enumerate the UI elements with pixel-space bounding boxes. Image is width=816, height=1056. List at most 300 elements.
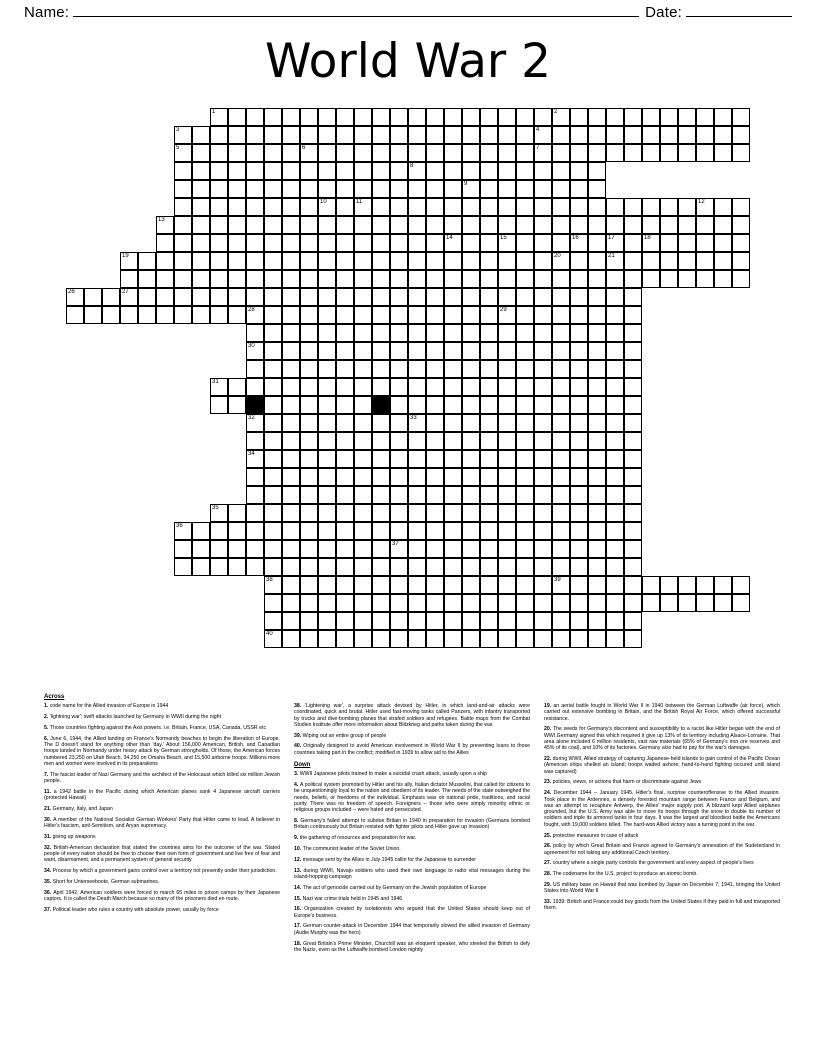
grid-cell[interactable] bbox=[282, 288, 300, 306]
grid-cell[interactable] bbox=[462, 468, 480, 486]
grid-cell[interactable] bbox=[192, 126, 210, 144]
grid-cell[interactable] bbox=[300, 360, 318, 378]
grid-cell[interactable] bbox=[570, 540, 588, 558]
grid-cell[interactable] bbox=[426, 630, 444, 648]
grid-cell[interactable] bbox=[426, 180, 444, 198]
grid-cell[interactable] bbox=[732, 576, 750, 594]
grid-cell[interactable] bbox=[336, 342, 354, 360]
grid-cell[interactable] bbox=[588, 414, 606, 432]
grid-cell[interactable] bbox=[642, 234, 660, 252]
grid-cell[interactable] bbox=[462, 432, 480, 450]
grid-cell[interactable] bbox=[192, 180, 210, 198]
grid-cell[interactable] bbox=[246, 162, 264, 180]
grid-cell[interactable] bbox=[336, 540, 354, 558]
grid-cell[interactable] bbox=[228, 234, 246, 252]
grid-cell[interactable] bbox=[354, 558, 372, 576]
grid-cell[interactable] bbox=[390, 558, 408, 576]
grid-cell[interactable] bbox=[408, 576, 426, 594]
grid-cell[interactable] bbox=[408, 630, 426, 648]
grid-cell[interactable] bbox=[588, 540, 606, 558]
grid-cell[interactable] bbox=[570, 594, 588, 612]
grid-cell[interactable] bbox=[354, 594, 372, 612]
grid-cell[interactable] bbox=[228, 126, 246, 144]
grid-cell[interactable] bbox=[498, 540, 516, 558]
grid-cell[interactable] bbox=[480, 180, 498, 198]
grid-cell[interactable] bbox=[498, 252, 516, 270]
grid-cell[interactable] bbox=[462, 414, 480, 432]
grid-cell[interactable] bbox=[210, 252, 228, 270]
grid-cell[interactable] bbox=[534, 270, 552, 288]
grid-cell[interactable] bbox=[390, 486, 408, 504]
grid-cell[interactable] bbox=[156, 216, 174, 234]
grid-cell[interactable] bbox=[120, 306, 138, 324]
grid-cell[interactable] bbox=[300, 486, 318, 504]
grid-cell[interactable] bbox=[210, 504, 228, 522]
grid-cell[interactable] bbox=[480, 162, 498, 180]
grid-cell[interactable] bbox=[426, 126, 444, 144]
grid-cell[interactable] bbox=[246, 486, 264, 504]
grid-cell[interactable] bbox=[318, 180, 336, 198]
grid-cell[interactable] bbox=[156, 252, 174, 270]
grid-cell[interactable] bbox=[390, 414, 408, 432]
grid-cell[interactable] bbox=[552, 234, 570, 252]
grid-cell[interactable] bbox=[606, 342, 624, 360]
crossword-grid[interactable] bbox=[66, 108, 750, 648]
grid-cell[interactable] bbox=[426, 414, 444, 432]
grid-cell[interactable] bbox=[426, 108, 444, 126]
grid-cell[interactable] bbox=[426, 432, 444, 450]
grid-cell[interactable] bbox=[516, 234, 534, 252]
grid-cell[interactable] bbox=[264, 594, 282, 612]
grid-cell[interactable] bbox=[498, 180, 516, 198]
grid-cell[interactable] bbox=[570, 198, 588, 216]
grid-cell[interactable] bbox=[264, 360, 282, 378]
grid-cell[interactable] bbox=[336, 216, 354, 234]
grid-cell[interactable] bbox=[480, 324, 498, 342]
grid-cell[interactable] bbox=[372, 162, 390, 180]
grid-cell[interactable] bbox=[282, 162, 300, 180]
grid-cell[interactable] bbox=[462, 396, 480, 414]
grid-cell[interactable] bbox=[516, 252, 534, 270]
grid-cell[interactable] bbox=[660, 108, 678, 126]
grid-cell[interactable] bbox=[390, 612, 408, 630]
grid-cell[interactable] bbox=[444, 252, 462, 270]
grid-cell[interactable] bbox=[318, 162, 336, 180]
grid-cell[interactable] bbox=[516, 216, 534, 234]
grid-cell[interactable] bbox=[228, 504, 246, 522]
grid-cell[interactable] bbox=[552, 162, 570, 180]
grid-cell[interactable] bbox=[282, 432, 300, 450]
grid-cell[interactable] bbox=[426, 288, 444, 306]
grid-cell[interactable] bbox=[210, 162, 228, 180]
grid-cell[interactable] bbox=[606, 396, 624, 414]
grid-cell[interactable] bbox=[408, 612, 426, 630]
grid-cell[interactable] bbox=[606, 486, 624, 504]
grid-cell[interactable] bbox=[516, 324, 534, 342]
grid-cell[interactable] bbox=[444, 234, 462, 252]
grid-cell[interactable] bbox=[354, 630, 372, 648]
grid-cell[interactable] bbox=[318, 216, 336, 234]
grid-cell[interactable] bbox=[210, 198, 228, 216]
grid-cell[interactable] bbox=[282, 216, 300, 234]
grid-cell[interactable] bbox=[426, 270, 444, 288]
grid-cell[interactable] bbox=[408, 252, 426, 270]
grid-cell[interactable] bbox=[246, 216, 264, 234]
grid-cell[interactable] bbox=[714, 594, 732, 612]
grid-cell[interactable] bbox=[174, 306, 192, 324]
grid-cell[interactable] bbox=[138, 306, 156, 324]
grid-cell[interactable] bbox=[552, 576, 570, 594]
grid-cell[interactable] bbox=[354, 378, 372, 396]
grid-cell[interactable] bbox=[372, 252, 390, 270]
grid-cell[interactable] bbox=[300, 522, 318, 540]
grid-cell[interactable] bbox=[462, 378, 480, 396]
grid-cell[interactable] bbox=[210, 558, 228, 576]
grid-cell[interactable] bbox=[588, 198, 606, 216]
grid-cell[interactable] bbox=[282, 612, 300, 630]
grid-cell[interactable] bbox=[696, 270, 714, 288]
grid-cell[interactable] bbox=[588, 558, 606, 576]
grid-cell[interactable] bbox=[246, 198, 264, 216]
grid-cell[interactable] bbox=[570, 414, 588, 432]
grid-cell[interactable] bbox=[516, 576, 534, 594]
grid-cell[interactable] bbox=[534, 378, 552, 396]
grid-cell[interactable] bbox=[336, 378, 354, 396]
grid-cell[interactable] bbox=[408, 396, 426, 414]
grid-cell[interactable] bbox=[264, 396, 282, 414]
grid-cell[interactable] bbox=[390, 432, 408, 450]
grid-cell[interactable] bbox=[660, 594, 678, 612]
grid-cell[interactable] bbox=[390, 234, 408, 252]
grid-cell[interactable] bbox=[336, 270, 354, 288]
grid-cell[interactable] bbox=[552, 270, 570, 288]
grid-cell[interactable] bbox=[174, 198, 192, 216]
grid-cell[interactable] bbox=[624, 198, 642, 216]
grid-cell[interactable] bbox=[570, 612, 588, 630]
grid-cell[interactable] bbox=[336, 324, 354, 342]
grid-cell[interactable] bbox=[570, 504, 588, 522]
grid-cell[interactable] bbox=[372, 198, 390, 216]
grid-cell[interactable] bbox=[696, 576, 714, 594]
grid-cell[interactable] bbox=[480, 630, 498, 648]
grid-cell[interactable] bbox=[300, 630, 318, 648]
grid-cell[interactable] bbox=[210, 180, 228, 198]
grid-cell[interactable] bbox=[444, 522, 462, 540]
grid-cell[interactable] bbox=[570, 468, 588, 486]
grid-cell[interactable] bbox=[480, 594, 498, 612]
grid-cell[interactable] bbox=[624, 288, 642, 306]
grid-cell[interactable] bbox=[174, 270, 192, 288]
grid-cell[interactable] bbox=[480, 576, 498, 594]
grid-cell[interactable] bbox=[336, 108, 354, 126]
grid-cell[interactable] bbox=[516, 306, 534, 324]
grid-cell[interactable] bbox=[174, 234, 192, 252]
grid-cell[interactable] bbox=[552, 450, 570, 468]
grid-cell[interactable] bbox=[624, 486, 642, 504]
grid-cell[interactable] bbox=[534, 342, 552, 360]
grid-cell[interactable] bbox=[318, 360, 336, 378]
grid-cell[interactable] bbox=[174, 144, 192, 162]
grid-cell[interactable] bbox=[426, 216, 444, 234]
grid-cell[interactable] bbox=[516, 630, 534, 648]
grid-cell[interactable] bbox=[444, 630, 462, 648]
grid-cell[interactable] bbox=[660, 576, 678, 594]
grid-cell[interactable] bbox=[408, 504, 426, 522]
grid-cell[interactable] bbox=[480, 234, 498, 252]
grid-cell[interactable] bbox=[534, 252, 552, 270]
grid-cell[interactable] bbox=[516, 558, 534, 576]
grid-cell[interactable] bbox=[318, 270, 336, 288]
grid-cell[interactable] bbox=[534, 558, 552, 576]
grid-cell[interactable] bbox=[408, 126, 426, 144]
grid-cell[interactable] bbox=[318, 504, 336, 522]
grid-cell[interactable] bbox=[264, 126, 282, 144]
grid-cell[interactable] bbox=[282, 576, 300, 594]
grid-cell[interactable] bbox=[372, 576, 390, 594]
grid-cell[interactable] bbox=[480, 306, 498, 324]
grid-cell[interactable] bbox=[228, 252, 246, 270]
grid-cell[interactable] bbox=[300, 324, 318, 342]
grid-cell[interactable] bbox=[318, 342, 336, 360]
grid-cell[interactable] bbox=[498, 450, 516, 468]
grid-cell[interactable] bbox=[282, 144, 300, 162]
grid-cell[interactable] bbox=[480, 126, 498, 144]
grid-cell[interactable] bbox=[660, 270, 678, 288]
grid-cell[interactable] bbox=[570, 144, 588, 162]
grid-cell[interactable] bbox=[516, 180, 534, 198]
grid-cell[interactable] bbox=[516, 450, 534, 468]
grid-cell[interactable] bbox=[588, 288, 606, 306]
grid-cell[interactable] bbox=[408, 486, 426, 504]
grid-cell[interactable] bbox=[264, 144, 282, 162]
grid-cell[interactable] bbox=[408, 270, 426, 288]
grid-cell[interactable] bbox=[318, 432, 336, 450]
grid-cell[interactable] bbox=[372, 432, 390, 450]
grid-cell[interactable] bbox=[336, 252, 354, 270]
grid-cell[interactable] bbox=[570, 306, 588, 324]
grid-cell[interactable] bbox=[606, 288, 624, 306]
grid-cell[interactable] bbox=[246, 414, 264, 432]
grid-cell[interactable] bbox=[426, 396, 444, 414]
grid-cell[interactable] bbox=[426, 144, 444, 162]
grid-cell[interactable] bbox=[426, 162, 444, 180]
grid-cell[interactable] bbox=[228, 288, 246, 306]
grid-cell[interactable] bbox=[534, 126, 552, 144]
grid-cell[interactable] bbox=[606, 540, 624, 558]
grid-cell[interactable] bbox=[300, 594, 318, 612]
grid-cell[interactable] bbox=[336, 126, 354, 144]
grid-cell[interactable] bbox=[570, 108, 588, 126]
grid-cell[interactable] bbox=[570, 630, 588, 648]
grid-cell[interactable] bbox=[372, 504, 390, 522]
grid-cell[interactable] bbox=[678, 576, 696, 594]
grid-cell[interactable] bbox=[264, 180, 282, 198]
grid-cell[interactable] bbox=[372, 270, 390, 288]
grid-cell[interactable] bbox=[660, 216, 678, 234]
grid-cell[interactable] bbox=[480, 450, 498, 468]
grid-cell[interactable] bbox=[336, 180, 354, 198]
grid-cell[interactable] bbox=[192, 162, 210, 180]
grid-cell[interactable] bbox=[318, 486, 336, 504]
grid-cell[interactable] bbox=[264, 270, 282, 288]
grid-cell[interactable] bbox=[516, 468, 534, 486]
grid-cell[interactable] bbox=[372, 558, 390, 576]
grid-cell[interactable] bbox=[498, 414, 516, 432]
grid-cell[interactable] bbox=[336, 468, 354, 486]
grid-cell[interactable] bbox=[444, 468, 462, 486]
grid-cell[interactable] bbox=[282, 108, 300, 126]
grid-cell[interactable] bbox=[354, 414, 372, 432]
grid-cell[interactable] bbox=[642, 126, 660, 144]
grid-cell[interactable] bbox=[336, 630, 354, 648]
grid-cell[interactable] bbox=[372, 378, 390, 396]
grid-cell[interactable] bbox=[588, 252, 606, 270]
grid-cell[interactable] bbox=[498, 486, 516, 504]
grid-cell[interactable] bbox=[588, 378, 606, 396]
grid-cell[interactable] bbox=[336, 360, 354, 378]
grid-cell[interactable] bbox=[570, 162, 588, 180]
grid-cell[interactable] bbox=[372, 594, 390, 612]
grid-cell[interactable] bbox=[300, 576, 318, 594]
grid-cell[interactable] bbox=[606, 432, 624, 450]
grid-cell[interactable] bbox=[570, 342, 588, 360]
grid-cell[interactable] bbox=[660, 252, 678, 270]
grid-cell[interactable] bbox=[282, 270, 300, 288]
grid-cell[interactable] bbox=[282, 342, 300, 360]
grid-cell[interactable] bbox=[390, 306, 408, 324]
grid-cell[interactable] bbox=[678, 144, 696, 162]
grid-cell[interactable] bbox=[282, 540, 300, 558]
grid-cell[interactable] bbox=[480, 378, 498, 396]
grid-cell[interactable] bbox=[264, 540, 282, 558]
grid-cell[interactable] bbox=[408, 540, 426, 558]
grid-cell[interactable] bbox=[354, 522, 372, 540]
grid-cell[interactable] bbox=[336, 432, 354, 450]
grid-cell[interactable] bbox=[606, 216, 624, 234]
grid-cell[interactable] bbox=[714, 252, 732, 270]
grid-cell[interactable] bbox=[318, 612, 336, 630]
grid-cell[interactable] bbox=[372, 126, 390, 144]
grid-cell[interactable] bbox=[462, 630, 480, 648]
grid-cell[interactable] bbox=[732, 594, 750, 612]
grid-cell[interactable] bbox=[300, 342, 318, 360]
grid-cell[interactable] bbox=[264, 324, 282, 342]
grid-cell[interactable] bbox=[480, 540, 498, 558]
grid-cell[interactable] bbox=[570, 522, 588, 540]
grid-cell[interactable] bbox=[480, 468, 498, 486]
grid-cell[interactable] bbox=[462, 306, 480, 324]
grid-cell[interactable] bbox=[300, 252, 318, 270]
grid-cell[interactable] bbox=[282, 378, 300, 396]
grid-cell[interactable] bbox=[534, 414, 552, 432]
grid-cell[interactable] bbox=[462, 234, 480, 252]
grid-cell[interactable] bbox=[480, 360, 498, 378]
grid-cell[interactable] bbox=[606, 558, 624, 576]
grid-cell[interactable] bbox=[390, 324, 408, 342]
grid-cell[interactable] bbox=[462, 450, 480, 468]
grid-cell[interactable] bbox=[624, 396, 642, 414]
grid-cell[interactable] bbox=[624, 540, 642, 558]
grid-cell[interactable] bbox=[444, 306, 462, 324]
grid-cell[interactable] bbox=[462, 270, 480, 288]
grid-cell[interactable] bbox=[570, 126, 588, 144]
grid-cell[interactable] bbox=[282, 252, 300, 270]
grid-cell[interactable] bbox=[246, 342, 264, 360]
grid-cell[interactable] bbox=[192, 306, 210, 324]
grid-cell[interactable] bbox=[570, 396, 588, 414]
grid-cell[interactable] bbox=[246, 378, 264, 396]
grid-cell[interactable] bbox=[732, 234, 750, 252]
grid-cell[interactable] bbox=[498, 612, 516, 630]
grid-cell[interactable] bbox=[228, 558, 246, 576]
grid-cell[interactable] bbox=[408, 162, 426, 180]
grid-cell[interactable] bbox=[606, 198, 624, 216]
grid-cell[interactable] bbox=[408, 378, 426, 396]
grid-cell[interactable] bbox=[570, 180, 588, 198]
grid-cell[interactable] bbox=[642, 216, 660, 234]
grid-cell[interactable] bbox=[228, 216, 246, 234]
grid-cell[interactable] bbox=[408, 450, 426, 468]
grid-cell[interactable] bbox=[534, 144, 552, 162]
grid-cell[interactable] bbox=[408, 198, 426, 216]
grid-cell[interactable] bbox=[534, 468, 552, 486]
grid-cell[interactable] bbox=[714, 234, 732, 252]
grid-cell[interactable] bbox=[498, 306, 516, 324]
grid-cell[interactable] bbox=[282, 414, 300, 432]
grid-cell[interactable] bbox=[606, 252, 624, 270]
grid-cell[interactable] bbox=[282, 594, 300, 612]
grid-cell[interactable] bbox=[516, 486, 534, 504]
grid-cell[interactable] bbox=[534, 594, 552, 612]
grid-cell[interactable] bbox=[498, 216, 516, 234]
grid-cell[interactable] bbox=[426, 360, 444, 378]
grid-cell[interactable] bbox=[480, 252, 498, 270]
grid-cell[interactable] bbox=[372, 540, 390, 558]
grid-cell[interactable] bbox=[282, 360, 300, 378]
grid-cell[interactable] bbox=[336, 450, 354, 468]
grid-cell[interactable] bbox=[678, 252, 696, 270]
grid-cell[interactable] bbox=[318, 396, 336, 414]
grid-cell[interactable] bbox=[354, 324, 372, 342]
grid-cell[interactable] bbox=[552, 306, 570, 324]
grid-cell[interactable] bbox=[282, 630, 300, 648]
grid-cell[interactable] bbox=[318, 126, 336, 144]
grid-cell[interactable] bbox=[660, 126, 678, 144]
grid-cell[interactable] bbox=[390, 144, 408, 162]
grid-cell[interactable] bbox=[444, 414, 462, 432]
grid-cell[interactable] bbox=[570, 360, 588, 378]
grid-cell[interactable] bbox=[696, 126, 714, 144]
grid-cell[interactable] bbox=[174, 540, 192, 558]
grid-cell[interactable] bbox=[300, 396, 318, 414]
grid-cell[interactable] bbox=[246, 126, 264, 144]
grid-cell[interactable] bbox=[408, 594, 426, 612]
grid-cell[interactable] bbox=[624, 360, 642, 378]
grid-cell[interactable] bbox=[732, 270, 750, 288]
grid-cell[interactable] bbox=[426, 234, 444, 252]
grid-cell[interactable] bbox=[426, 576, 444, 594]
grid-cell[interactable] bbox=[192, 252, 210, 270]
grid-cell[interactable] bbox=[282, 558, 300, 576]
grid-cell[interactable] bbox=[372, 486, 390, 504]
grid-cell[interactable] bbox=[354, 180, 372, 198]
grid-cell[interactable] bbox=[624, 342, 642, 360]
grid-cell[interactable] bbox=[678, 198, 696, 216]
grid-cell[interactable] bbox=[624, 522, 642, 540]
grid-cell[interactable] bbox=[282, 396, 300, 414]
grid-cell[interactable] bbox=[606, 414, 624, 432]
grid-cell[interactable] bbox=[246, 288, 264, 306]
